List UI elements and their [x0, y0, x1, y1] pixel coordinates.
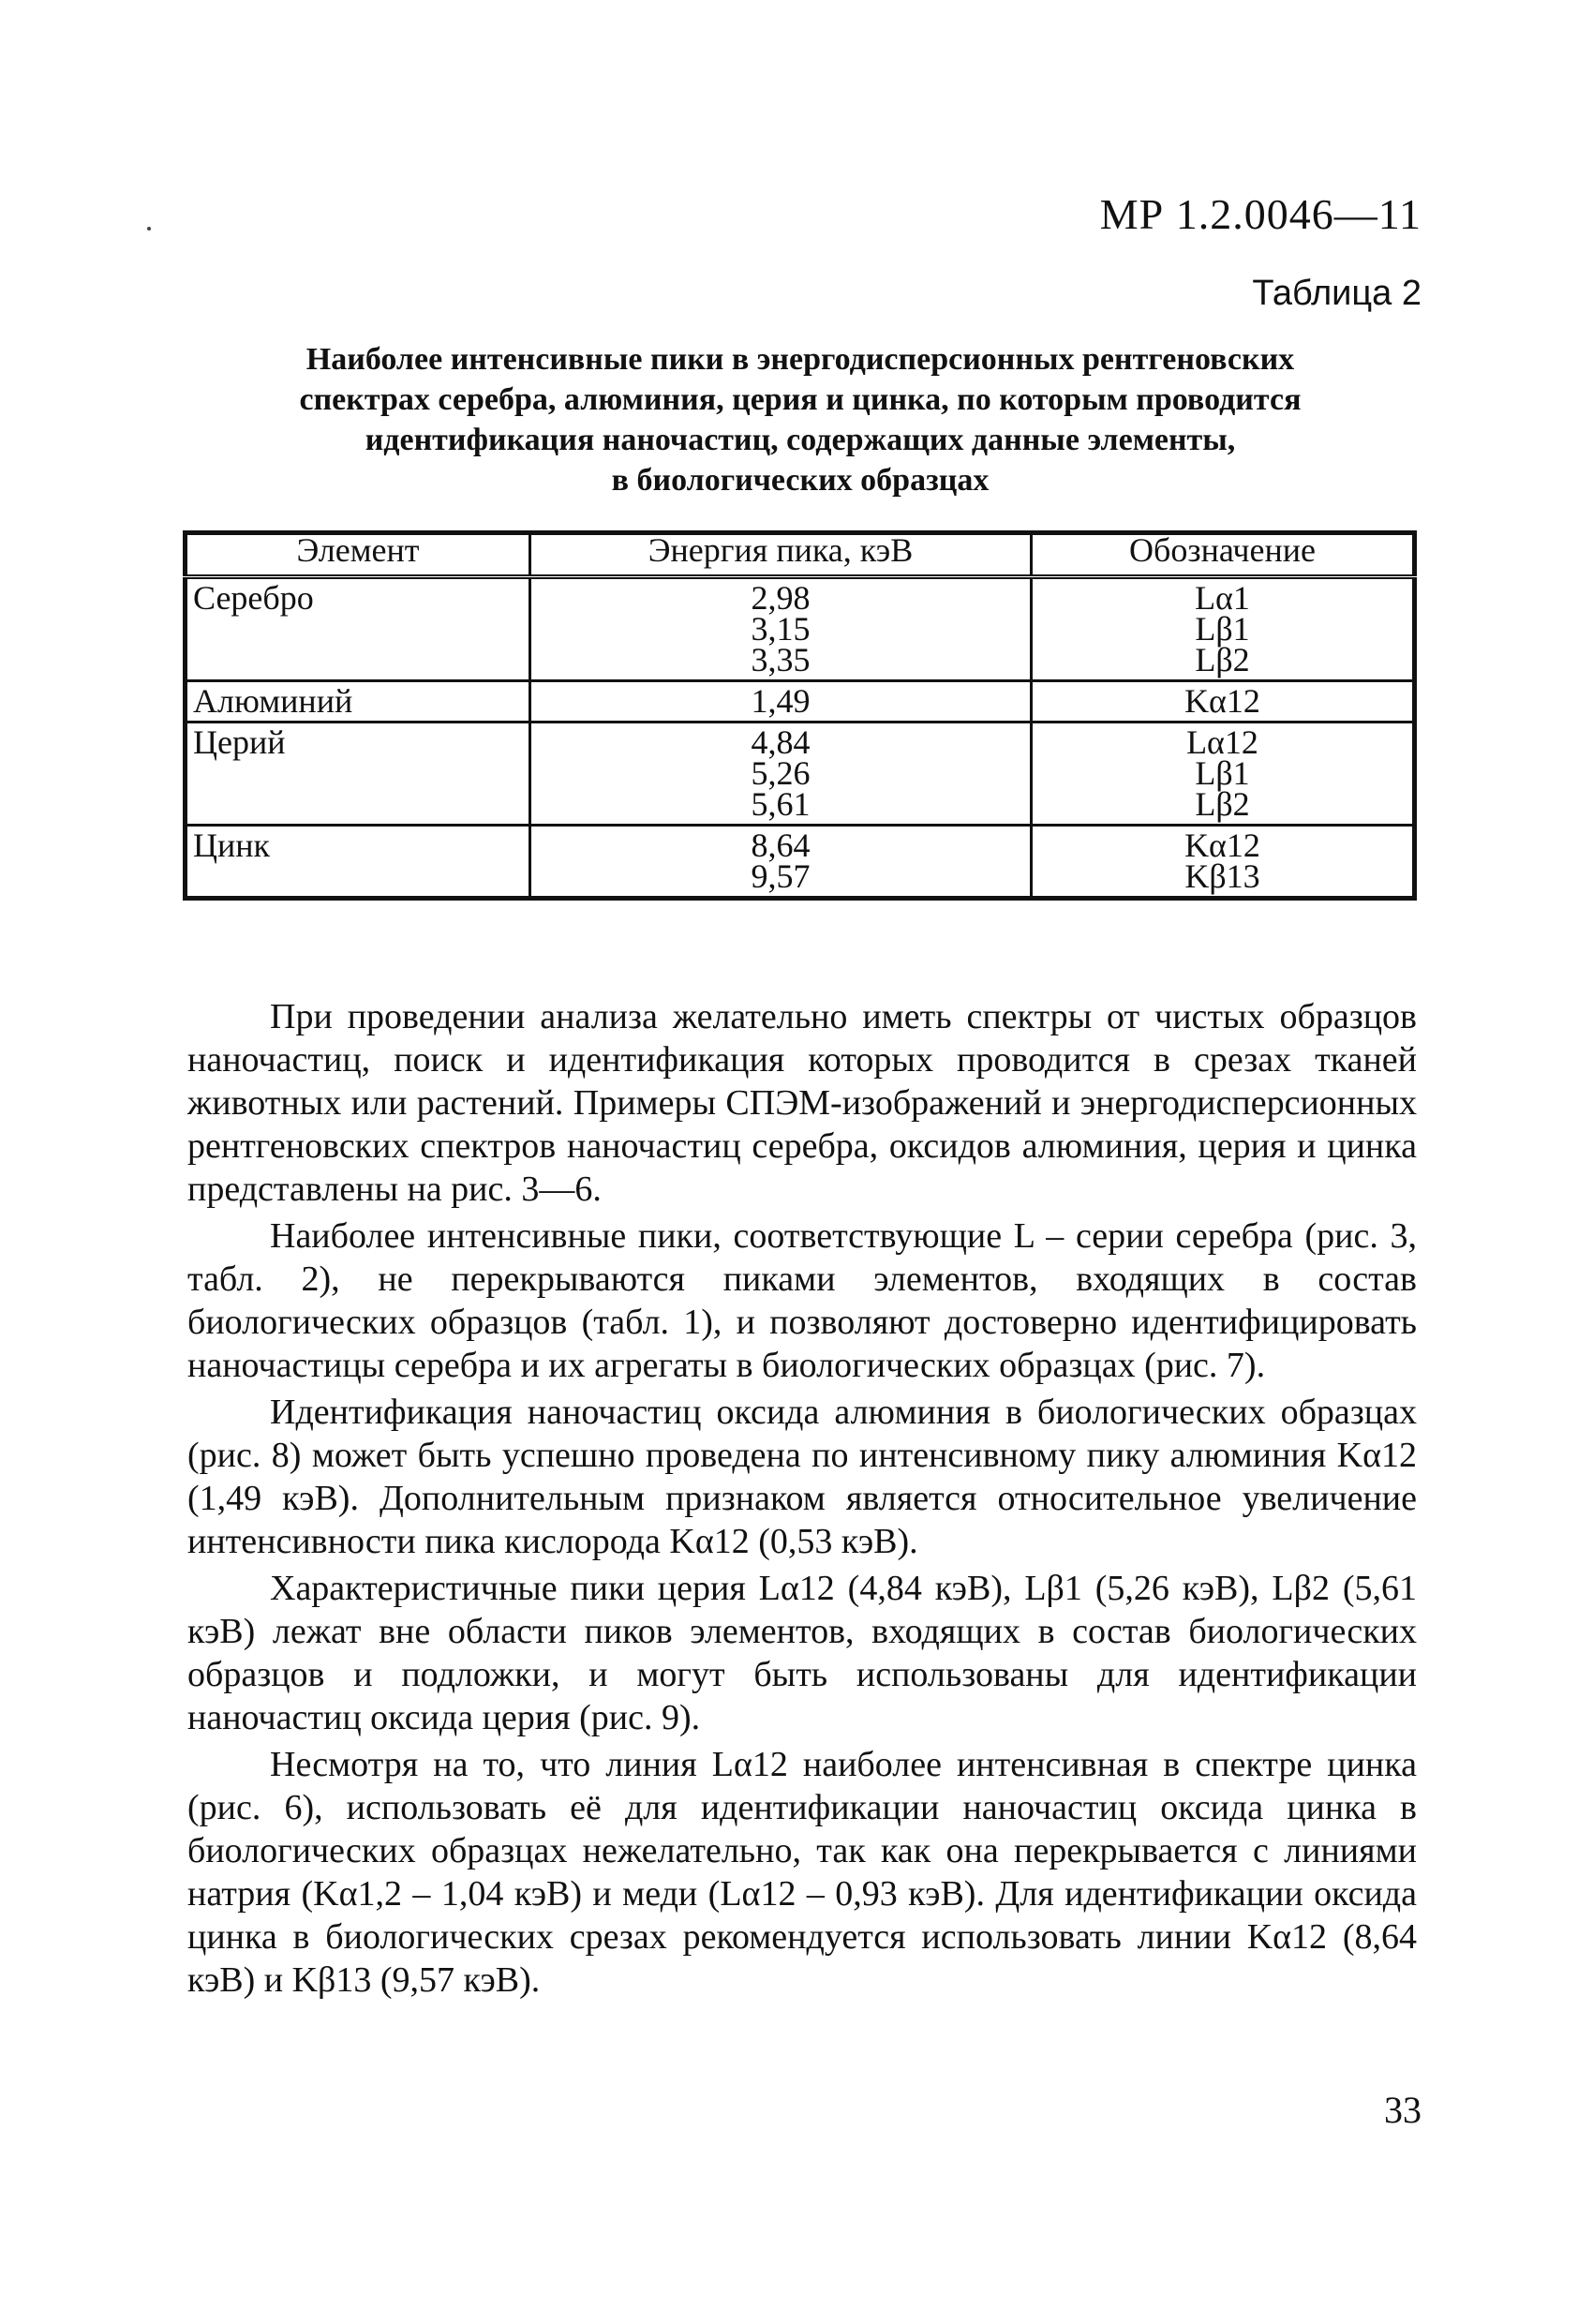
cell-designation	[1032, 577, 1415, 681]
energy-value: 3,15	[751, 610, 811, 648]
cell-element: Церий	[186, 723, 530, 826]
paragraph: При проведении анализа желательно иметь спектры от чистых образцов наночастиц, поиск и идентификация которых проводится в срезах тканей животных или растений. Примеры СПЭМ-изображений и энергодисперсионных рентгеновских спектров наночастиц серебра, оксидов алюминия, церия и цинка представлены на рис. 3—6.	[187, 997, 1417, 1209]
cell-energy	[530, 577, 1032, 681]
table-header-row	[186, 533, 1415, 577]
document-code: МР 1.2.0046—11	[1099, 190, 1422, 238]
table-row	[186, 681, 1415, 723]
column-header-designation: Обозначение	[1032, 533, 1415, 577]
energy-value: 9,57	[751, 857, 811, 895]
table-label: Таблица 2	[1252, 274, 1422, 313]
cell-element: Серебро	[186, 577, 530, 681]
paragraph: Характеристичные пики церия Lα12 (4,84 кэВ), Lβ1 (5,26 кэВ), Lβ2 (5,61 кэВ) лежат вне области пиков элементов, входящих в состав биологических образцов и подложки, и могут быть использованы для идентификации наночастиц оксида церия (рис. 9).	[187, 1569, 1417, 1737]
table-row	[186, 577, 1415, 681]
column-header-energy: Энергия пика, кэВ	[530, 533, 1032, 577]
caption-line: идентификация наночастиц, содержащих данные элементы,	[365, 423, 1236, 457]
page-number: 33	[1384, 2089, 1422, 2131]
paragraph: Несмотря на то, что линия Lα12 наиболее интенсивная в спектре цинка (рис. 6), использовать её для идентификации наночастиц оксида цинка в биологических образцах нежелательно, так как она перекрывается с линиями натрия (Kα1,2 – 1,04 кэВ) и меди (Lα12 – 0,93 кэВ). Для идентификации оксида цинка в биологических срезах рекомендуется использовать линии Kα12 (8,64 кэВ) и Kβ13 (9,57 кэВ).	[187, 1745, 1417, 2000]
cell-energy	[530, 723, 1032, 826]
scan-speck	[147, 227, 151, 231]
designation-value: Kβ13	[1184, 857, 1260, 895]
caption-line: Наиболее интенсивные пики в энергодисперсионных рентгеновских	[305, 342, 1295, 377]
energy-value: 5,26	[751, 754, 811, 792]
energy-value: 1,49	[751, 682, 811, 720]
cell-designation	[1032, 723, 1415, 826]
designation-value: Lβ2	[1195, 785, 1250, 823]
designation-value: Lβ2	[1195, 641, 1250, 678]
designation-value: Kα12	[1184, 827, 1260, 864]
caption-line: в биологических образцах	[611, 463, 990, 498]
table-row	[186, 826, 1415, 899]
table-body	[186, 577, 1415, 899]
table-row	[186, 723, 1415, 826]
cell-designation	[1032, 826, 1415, 899]
energy-value: 8,64	[751, 827, 811, 864]
cell-designation	[1032, 681, 1415, 723]
caption-line: спектрах серебра, алюминия, церия и цинка, по которым проводится	[299, 382, 1302, 417]
designation-value: Lα12	[1186, 723, 1258, 761]
energy-value: 3,35	[751, 641, 811, 678]
designation-value: Lβ1	[1195, 610, 1250, 648]
column-header-element: Элемент	[186, 533, 530, 577]
cell-element: Цинк	[186, 826, 530, 899]
table-caption	[186, 339, 1415, 500]
paragraph: Идентификация наночастиц оксида алюминия в биологических образцах (рис. 8) может быть успешно проведена по интенсивному пику алюминия Kα12 (1,49 кэВ). Дополнительным признаком является относительное увеличение интенсивности пика кислорода Kα12 (0,53 кэВ).	[187, 1393, 1417, 1561]
designation-value: Kα12	[1184, 682, 1260, 720]
body-text	[187, 995, 1417, 2005]
peaks-table	[183, 530, 1417, 901]
energy-value: 2,98	[751, 579, 811, 617]
cell-energy	[530, 826, 1032, 899]
designation-value: Lβ1	[1195, 754, 1250, 792]
paragraph: Наиболее интенсивные пики, соответствующие L – серии серебра (рис. 3, табл. 2), не перекрываются пиками элементов, входящих в состав биологических образцов (табл. 1), и позволяют достоверно идентифицировать наночастицы серебра и их агрегаты в биологических образцах (рис. 7).	[187, 1216, 1417, 1385]
designation-value: Lα1	[1195, 579, 1250, 617]
energy-value: 4,84	[751, 723, 811, 761]
cell-element: Алюминий	[186, 681, 530, 723]
cell-energy	[530, 681, 1032, 723]
energy-value: 5,61	[751, 785, 811, 823]
